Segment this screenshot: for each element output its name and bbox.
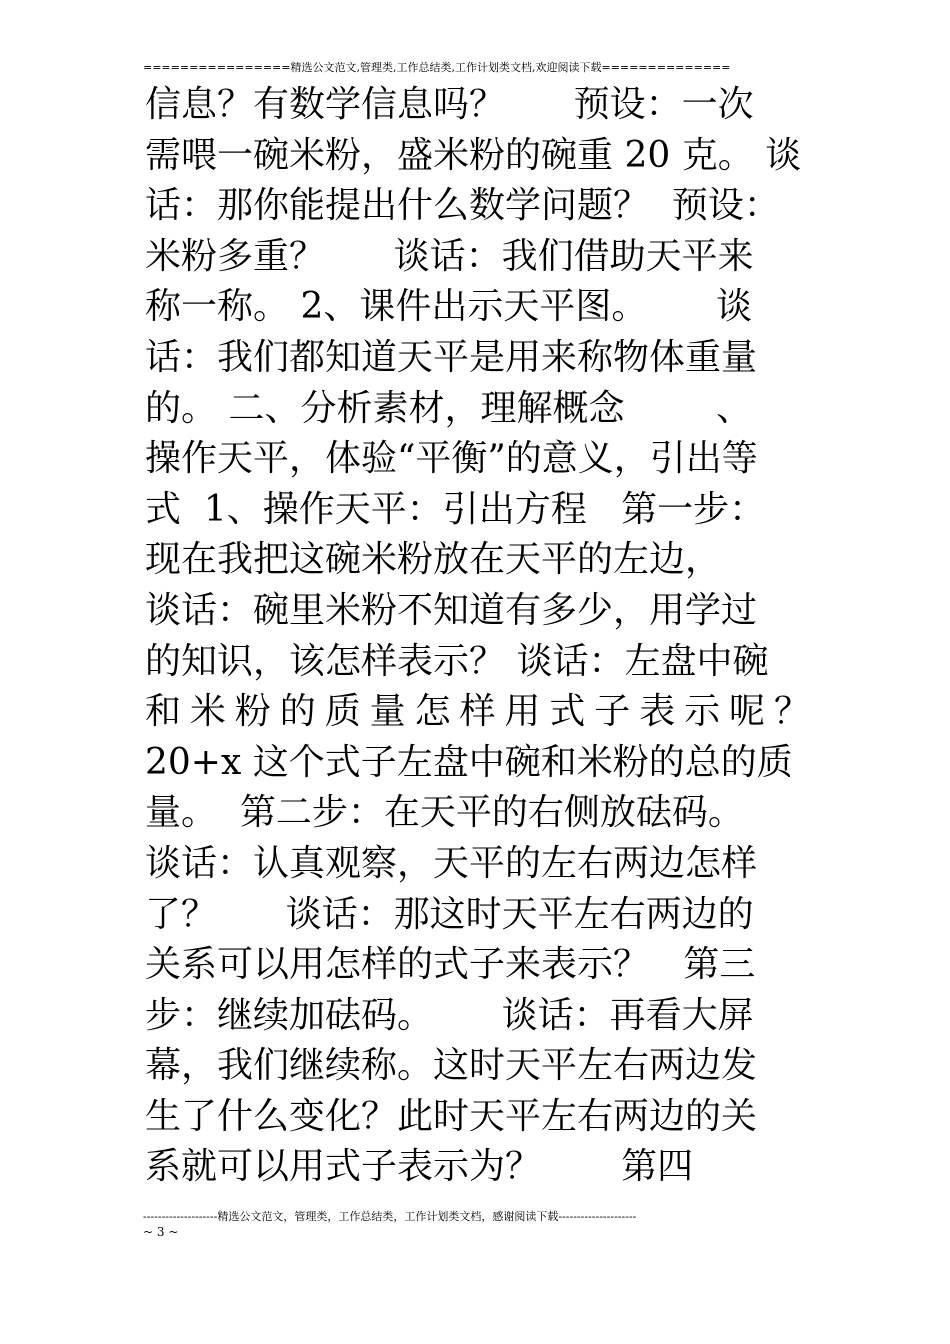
text-line: 信息？有数学信息吗？ 预设：一次	[145, 84, 754, 125]
text-line: 谈话：认真观察，天平的左右两边怎样	[145, 842, 758, 884]
text-line: 现在我把这碗米粉放在天平的左边，	[145, 539, 722, 581]
text-line: 称一称。 2、课件出示天平图。 谈	[145, 286, 753, 328]
text-line: 生了什么变化？此时天平左右两边的关	[145, 1095, 758, 1137]
text-line: 式 1、操作天平：引出方程 第一步：	[145, 488, 766, 530]
text-line: 关系可以用怎样的式子来表示？ 第三	[145, 944, 756, 986]
text-line: 谈话：碗里米粉不知道有多少，用学过	[145, 589, 758, 631]
text-line: 步：继续加砝码。 谈话：再看大屏	[145, 994, 754, 1036]
body-text	[145, 80, 810, 1193]
text-line: 了？ 谈话：那这时天平左右两边的	[145, 893, 754, 935]
text-line: 话：那你能提出什么数学问题？ 预设：	[145, 185, 780, 227]
text-line: 幕，我们继续称。这时天平左右两边发	[145, 1045, 758, 1087]
page-number: ~ 3 ~	[143, 1225, 179, 1239]
text-line: 话：我们都知道天平是用来称物体重量	[145, 336, 758, 378]
text-line: 和米粉的质量怎样用式子表示呢？	[145, 691, 810, 733]
text-line: 20+x 这个式子左盘中碗和米粉的总的质	[145, 741, 793, 783]
text-line: 系就可以用式子表示为？ 第四	[145, 1146, 694, 1188]
text-line: 操作天平，体验“平衡”的意义，引出等	[145, 438, 758, 480]
page-header: ================精选公文范文,管理类,工作总结类,工作计划类文档,欢迎阅读下载==============	[143, 61, 731, 74]
text-line: 米粉多重？ 谈话：我们借助天平来	[145, 235, 754, 277]
page-footer: --------------------精选公文范文，管理类，工作总结类，工作计划类文档，感谢阅读下载---------------------	[143, 1210, 637, 1223]
text-line: 的知识，该怎样表示？ 谈话：左盘中碗	[145, 640, 769, 682]
text-line: 需喂一碗米粉，盛米粉的碗重 20 克。 谈	[145, 134, 802, 176]
text-line: 量。 第二步：在天平的右侧放砝码。	[145, 792, 744, 834]
text-line: 的。 二、分析素材，理解概念 、	[145, 387, 752, 429]
